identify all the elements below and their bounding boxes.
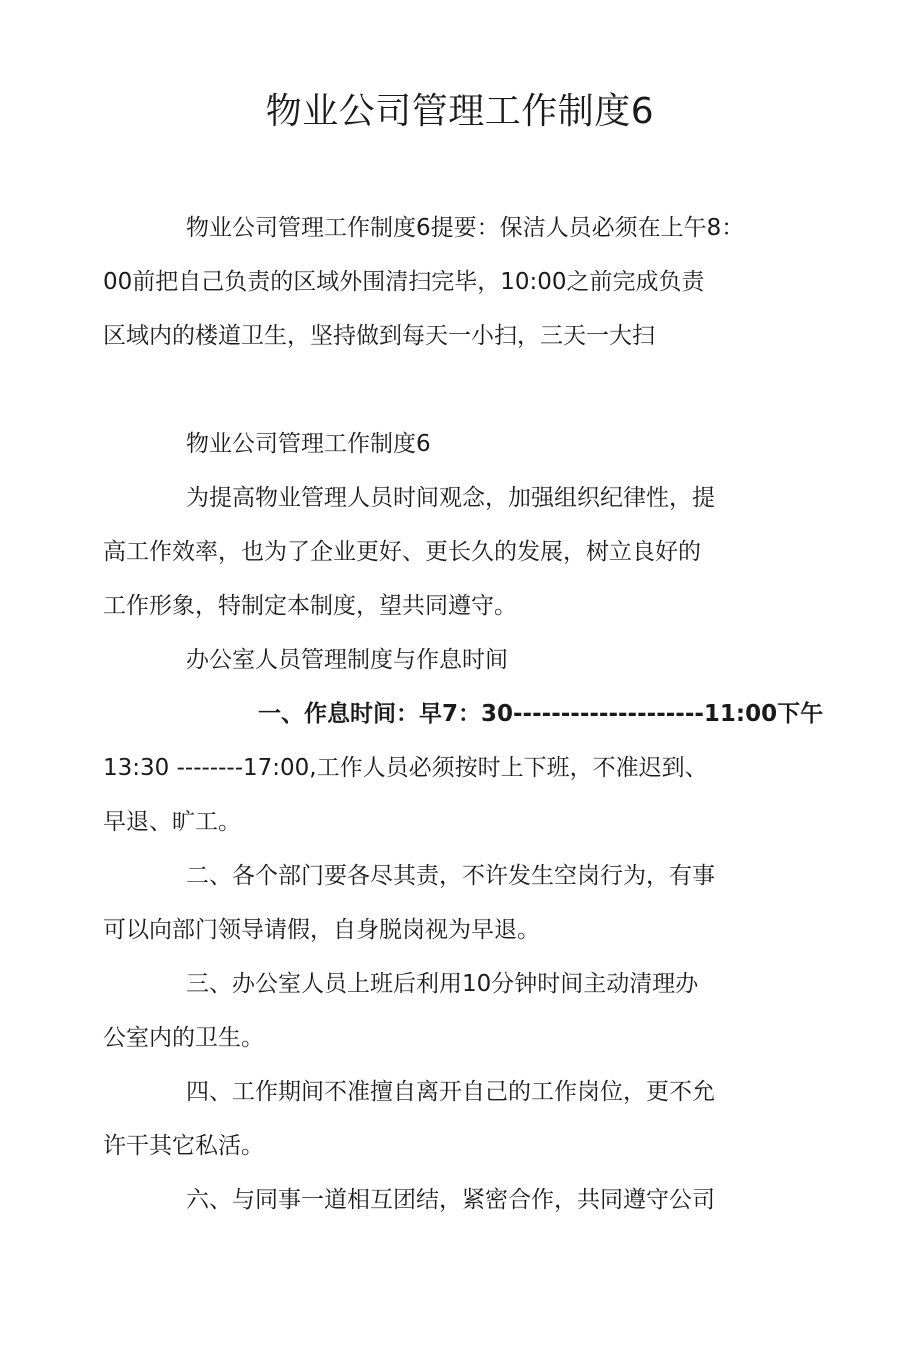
- summary-line-3: 区域内的楼道卫生，坚持做到每天一小扫，三天一大扫: [103, 323, 655, 349]
- summary-line-1: 物业公司管理工作制度6提要：保洁人员必须在上午8：: [186, 215, 745, 241]
- subheading: 办公室人员管理制度与作息时间: [186, 647, 508, 673]
- rule-4-line-1: 四、工作期间不准擅自离开自己的工作岗位，更不允: [186, 1079, 715, 1105]
- intro-line-1: 为提高物业管理人员时间观念，加强组织纪律性，提: [186, 485, 715, 511]
- rule-1-line-1: 一、作息时间：早7：30--------------------11:00下午: [258, 701, 824, 727]
- rule-2-line-1: 二、各个部门要各尽其责，不许发生空岗行为，有事: [186, 863, 715, 889]
- rule-4-line-2: 许干其它私活。: [103, 1133, 264, 1159]
- summary-line-2: 00前把自己负责的区域外围清扫完毕，10:00之前完成负责: [103, 269, 705, 295]
- rule-1-line-2: 13:30 --------17:00,工作人员必须按时上下班，不准迟到、: [103, 755, 708, 781]
- rule-3-line-1: 三、办公室人员上班后利用10分钟时间主动清理办: [186, 971, 699, 997]
- rule-2-line-2: 可以向部门领导请假，自身脱岗视为早退。: [103, 917, 540, 943]
- rule-3-line-2: 公室内的卫生。: [103, 1025, 264, 1051]
- intro-line-3: 工作形象，特制定本制度，望共同遵守。: [103, 593, 517, 619]
- rule-6-line-1: 六、与同事一道相互团结，紧密合作，共同遵守公司: [186, 1187, 715, 1213]
- intro-line-2: 高工作效率，也为了企业更好、更长久的发展，树立良好的: [103, 539, 701, 565]
- rule-1-line-3: 早退、旷工。: [103, 809, 241, 835]
- section-heading: 物业公司管理工作制度6: [186, 431, 431, 457]
- document-title: 物业公司管理工作制度6: [265, 91, 655, 132]
